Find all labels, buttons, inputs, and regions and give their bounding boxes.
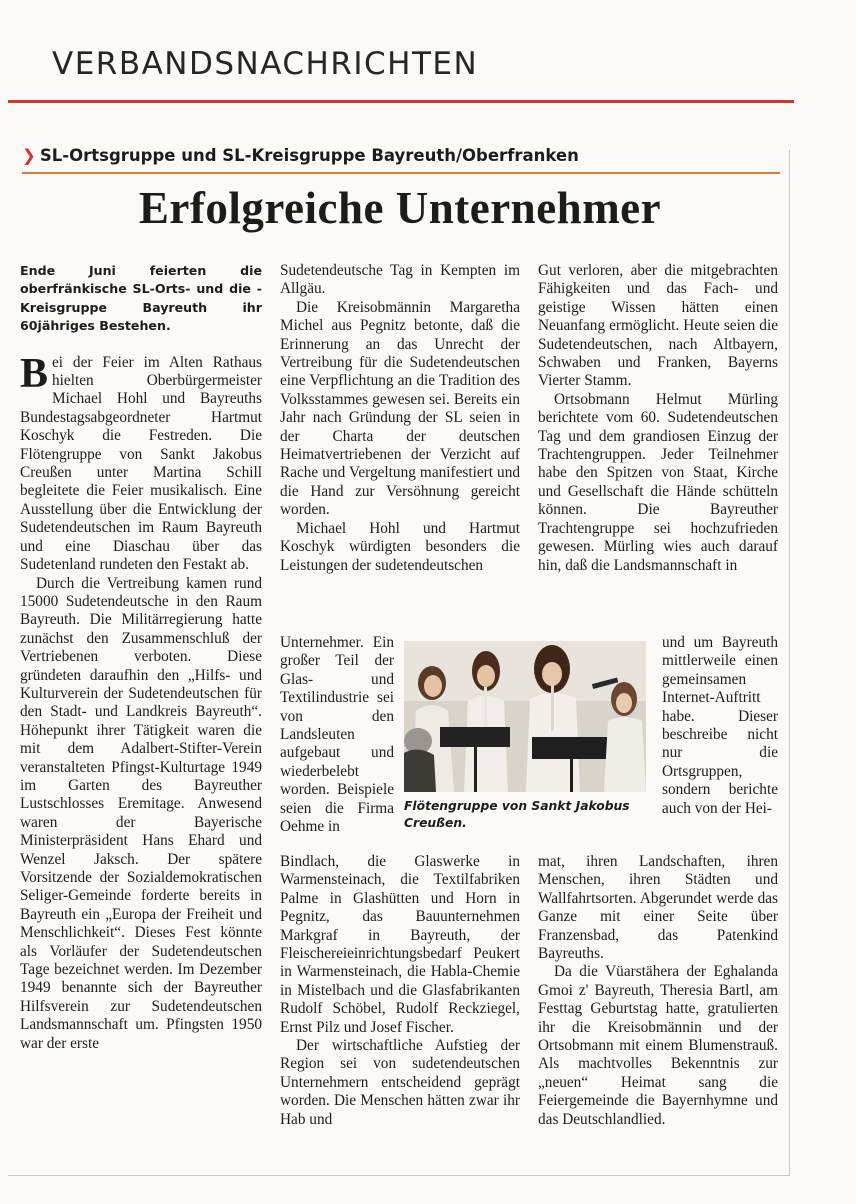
photo-caption: Flötengruppe von Sankt Jakobus Creußen. [404,799,630,830]
article-column-3 [538,262,778,575]
paragraph: Bindlach, die Glaswerke in Warmensteinach, die Textilfabriken Palme in Glashütten und Horn in Pegnitz, das Bauunternehmen Markgraf in Bayreuth, der Fleischereieinrichtungsbedarf Peukert in Warmensteinach, die Habla-Chemie in Mistelbach und die Glasfabrikanten Rudolf Schöbel, Rudolf Reckziegel, Ernst Pilz und Josef Fischer. [280,853,520,1036]
article-column-2-lower [280,853,520,1129]
article-lead: Ende Juni feierten die oberfränkische SL-Orts- und die -Kreisgruppe Bayreuth ihr 60jähriges Bestehen. [20,263,262,334]
photo-block [404,641,646,832]
paragraph: Ortsobmann Helmut Mürling berichtete vom 60. Sudetendeutschen Tag und dem grandiosen Einzug der Trachtengruppen. Jeder Teilnehmer habe den Spitzen von Staat, Kirche und Gesellschaft die Hände schütteln können. Die Bayreuther Trachtengruppe sei hochzufrieden gewesen. Mürling wies auch darauf hin, daß die Landsmannschaft in [538,390,778,574]
paragraph [20,350,262,575]
article-column-3-narrow [662,634,778,818]
paragraph: Unternehmer. Ein großer Teil der Glas- und Textilindustrie sei von den Landsleuten aufgebaut und wiederbelebt worden. Beispiele seien die Firma Oehme in [280,634,394,836]
page-border-right [789,150,790,1175]
page-border-bottom [8,1175,790,1176]
paragraph-text: ei der Feier im Alten Rathaus hielten Oberbürgermeister Michael Hohl und Bayreuths Bundestagsabgeordneter Hartmut Koschyk die Festreden. Die Flötengruppe von Sankt Jakobus Creußen unter Martina Schill begleitete die Feier musikalisch. Eine Ausstellung über die Entwicklung der Sudetendeutschen im Raum Bayreuth und eine Diaschau über das Sudetenland rundeten den Festakt ab. [20,353,262,574]
section-title: VERBANDSNACHRICHTEN [52,46,479,82]
drop-cap: B [20,350,49,397]
paragraph: Die Kreisobmännin Margaretha Michel aus Pegnitz betonte, daß die Erinnerung an das Unrecht der Vertreibung für die Sudetendeutschen eine Verpflichtung an die Tradition des Volksstammes gewesen sei. Bereits ein Jahr nach Gründung der SL seien in der Charta der deutschen Heimatvertriebenen der Verzicht auf Rache und Vergeltung manifestiert und die Hand zur Versöhnung gereicht worden. [280,298,520,519]
paragraph: und um Bayreuth mittlerweile einen gemeinsamen Internet-Auftritt habe. Dieser beschreibe nicht nur die Ortsgruppen, sondern berichte auch von der Hei- [662,634,778,817]
group-photo-image [404,641,646,792]
kicker-divider [22,172,780,174]
article-column-1 [20,262,262,1053]
paragraph: Durch die Vertreibung kamen rund 15000 Sudetendeutsche in den Raum Bayreuth. Die Militärregierung hatte zunächst den Zusammenschluß der Vertriebenen verboten. Diese gründeten daraufhin den „Hilfs- und Kulturverein der Sudetendeutschen für den Stadt- und Landkreis Bayreuth“. Höhepunkt ihrer Tätigkeit waren die mit dem Adalbert-Stifter-Verein veranstalteten Pfingst-Kulturtage 1949 im Garten des Bayreuther Lustschlosses Eremitage. Anwesend waren der Bayerische Ministerpräsident Hans Ehard und Wenzel Jaksch. Der spätere Vorsitzende der Sozialdemokratischen Seliger-Gemeinde forderte bereits in Bayreuth ein „Europa der Freiheit und Menschlichkeit“. Dieses Fest könnte als Vorläufer der Sudetendeutschen Tage bezeichnet werden. Im Dezember 1949 benannte sich der Bayreuther Hilfsverein zur Sudetendeutschen Landsmannschaft um. Pfingsten 1950 war der erste [20,574,262,1052]
paragraph: Der wirtschaftliche Aufstieg der Region sei von sudetendeutschen Unternehmern entscheidend geprägt worden. Die Menschen hätten zwar ihr Hab und [280,1037,520,1128]
paragraph: Michael Hohl und Hartmut Koschyk würdigten besonders die Leistungen der sudetendeutschen [280,519,520,574]
paragraph: Gut verloren, aber die mitgebrachten Fähigkeiten und das Fach- und geistige Wissen hätten einen Neuanfang ermöglicht. Heute seien die Sudetendeutschen, nach Altbayern, Schwaben und Franken, Bayerns Vierter Stamm. [538,262,778,390]
headline: Erfolgreiche Unternehmer [138,183,662,233]
paragraph: Sudetendeutsche Tag in Kempten im Allgäu. [280,262,520,298]
paragraph: Da die Vüarstähera der Eghalanda Gmoi z' Bayreuth, Theresia Bartl, am Festtag Geburtstag hatte, gratulierten ihr die Kreisobmännin und der Ortsobmann mit einem Blumenstrauß. Als machtvolles Bekenntnis zur „neuen“ Heimat sang die Feiergemeinde die Bayernhymne und das Deutschlandlied. [538,963,778,1128]
paragraph: mat, ihren Landschaften, ihren Menschen, ihren Städten und Wallfahrtsorten. Abgerundet werde das Ganze mit einer Seite über Franzensbad, das Patenkind Bayreuths. [538,853,778,963]
article-column-3-lower [538,853,778,1129]
kicker [22,146,579,165]
article-column-2 [280,262,520,575]
article-column-2-narrow [280,634,394,836]
kicker-text: SL-Ortsgruppe und SL-Kreisgruppe Bayreuth/Oberfranken [39,146,579,165]
chevron-right-icon: ❯ [22,146,36,165]
section-divider [8,100,794,103]
